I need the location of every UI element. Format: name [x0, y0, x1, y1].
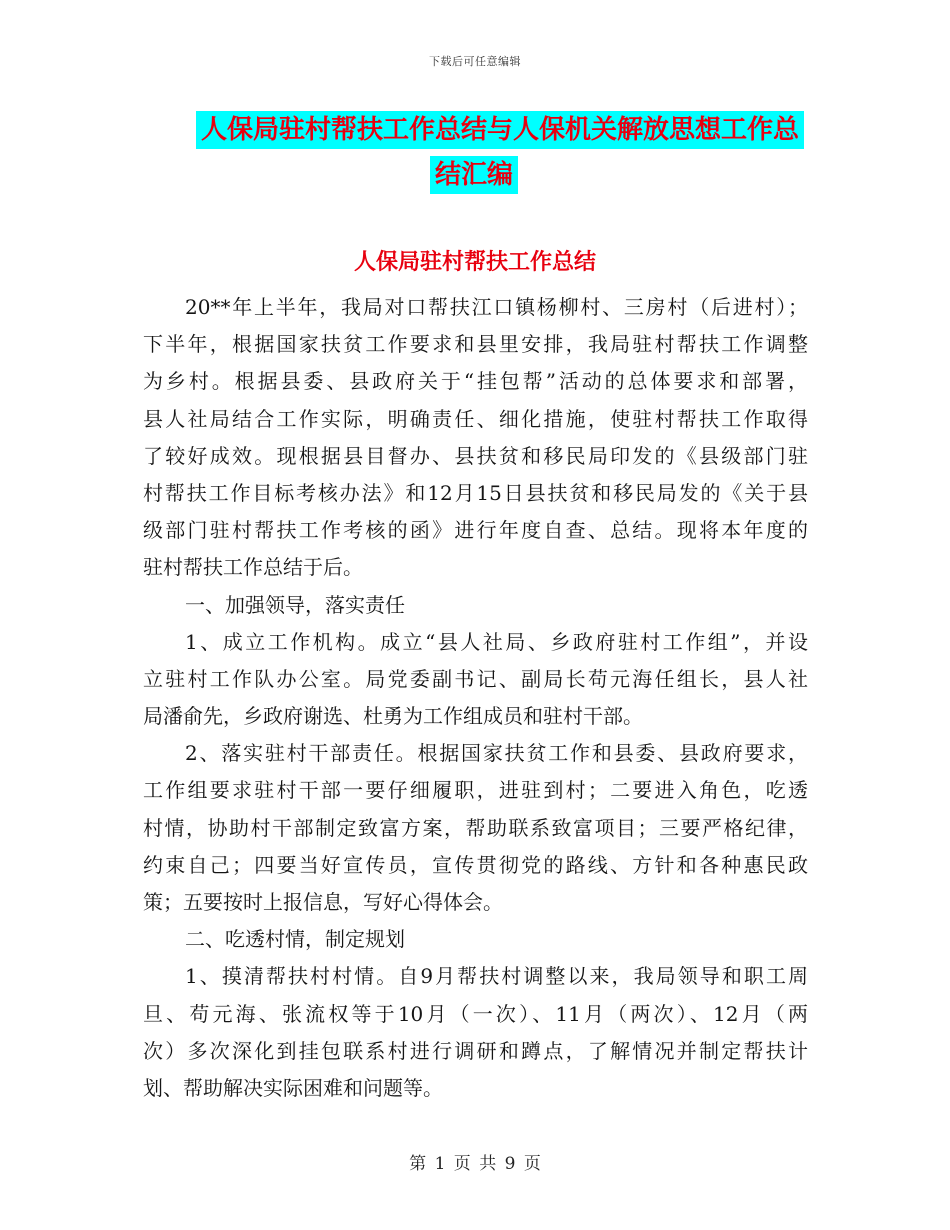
header-note: 下载后可任意编辑 [429, 55, 521, 68]
body-line: 为乡村。根据县委、县政府关于“挂包帮”活动的总体要求和部署， [143, 369, 808, 394]
body-line: 1、成立工作机构。成立“县人社局、乡政府驻村工作组”，并设 [185, 629, 808, 654]
document-title-line-1: 人保局驻村帮扶工作总结与人保机关解放思想工作总 [196, 111, 804, 149]
paragraph [143, 958, 808, 1107]
page-footer: 第 1 页 共 9 页 [409, 1154, 541, 1174]
body-line: 驻村帮扶工作总结于后。 [143, 555, 363, 580]
body-line: 1、摸清帮扶村村情。自9月帮扶村调整以来，我局领导和职工周 [185, 964, 808, 989]
body-line: 了较好成效。现根据县目督办、县扶贫和移民局印发的《县级部门驻 [143, 443, 808, 468]
paragraph [143, 735, 808, 921]
section-title: 人保局驻村帮扶工作总结 [353, 250, 596, 275]
body-line: 县人社局结合工作实际，明确责任、细化措施，使驻村帮扶工作取得 [143, 406, 808, 431]
body-line: 2、落实驻村干部责任。根据国家扶贫工作和县委、县政府要求， [185, 741, 808, 766]
section-heading: 二、吃透村情，制定规划 [185, 927, 405, 952]
body-line: 下半年，根据国家扶贫工作要求和县里安排，我局驻村帮扶工作调整 [143, 332, 808, 357]
body-line: 旦、苟元海、张流权等于10月（一次）、11月（两次）、12月（两 [143, 1001, 808, 1026]
body-line: 20**年上半年，我局对口帮扶江口镇杨柳村、三房村（后进村）； [185, 295, 808, 319]
body-line: 工作组要求驻村干部一要仔细履职，进驻到村；二要进入角色，吃透 [143, 778, 808, 803]
body-line: 村情，协助村干部制定致富方案，帮助联系致富项目；三要严格纪律， [143, 815, 808, 840]
paragraph [143, 289, 808, 587]
document-body [143, 289, 808, 1107]
body-line: 策；五要按时上报信息，写好心得体会。 [143, 890, 503, 914]
document-title-line-2: 结汇编 [430, 156, 518, 194]
body-line: 划、帮助解决实际困难和问题等。 [143, 1075, 443, 1100]
paragraph [143, 624, 808, 736]
body-line: 约束自己；四要当好宣传员，宣传贯彻党的路线、方针和各种惠民政 [143, 852, 808, 877]
body-line: 局潘俞先，乡政府谢选、杜勇为工作组成员和驻村干部。 [143, 704, 643, 729]
body-line: 立驻村工作队办公室。局党委副书记、副局长苟元海任组长，县人社 [143, 666, 808, 691]
section-heading: 一、加强领导，落实责任 [185, 592, 405, 617]
body-line: 级部门驻村帮扶工作考核的函》进行年度自查、总结。现将本年度的 [143, 518, 808, 543]
body-line: 村帮扶工作目标考核办法》和12月15日县扶贫和移民局发的《关于县 [143, 480, 808, 505]
body-line: 次）多次深化到挂包联系村进行调研和蹲点，了解情况并制定帮扶计 [143, 1038, 808, 1063]
